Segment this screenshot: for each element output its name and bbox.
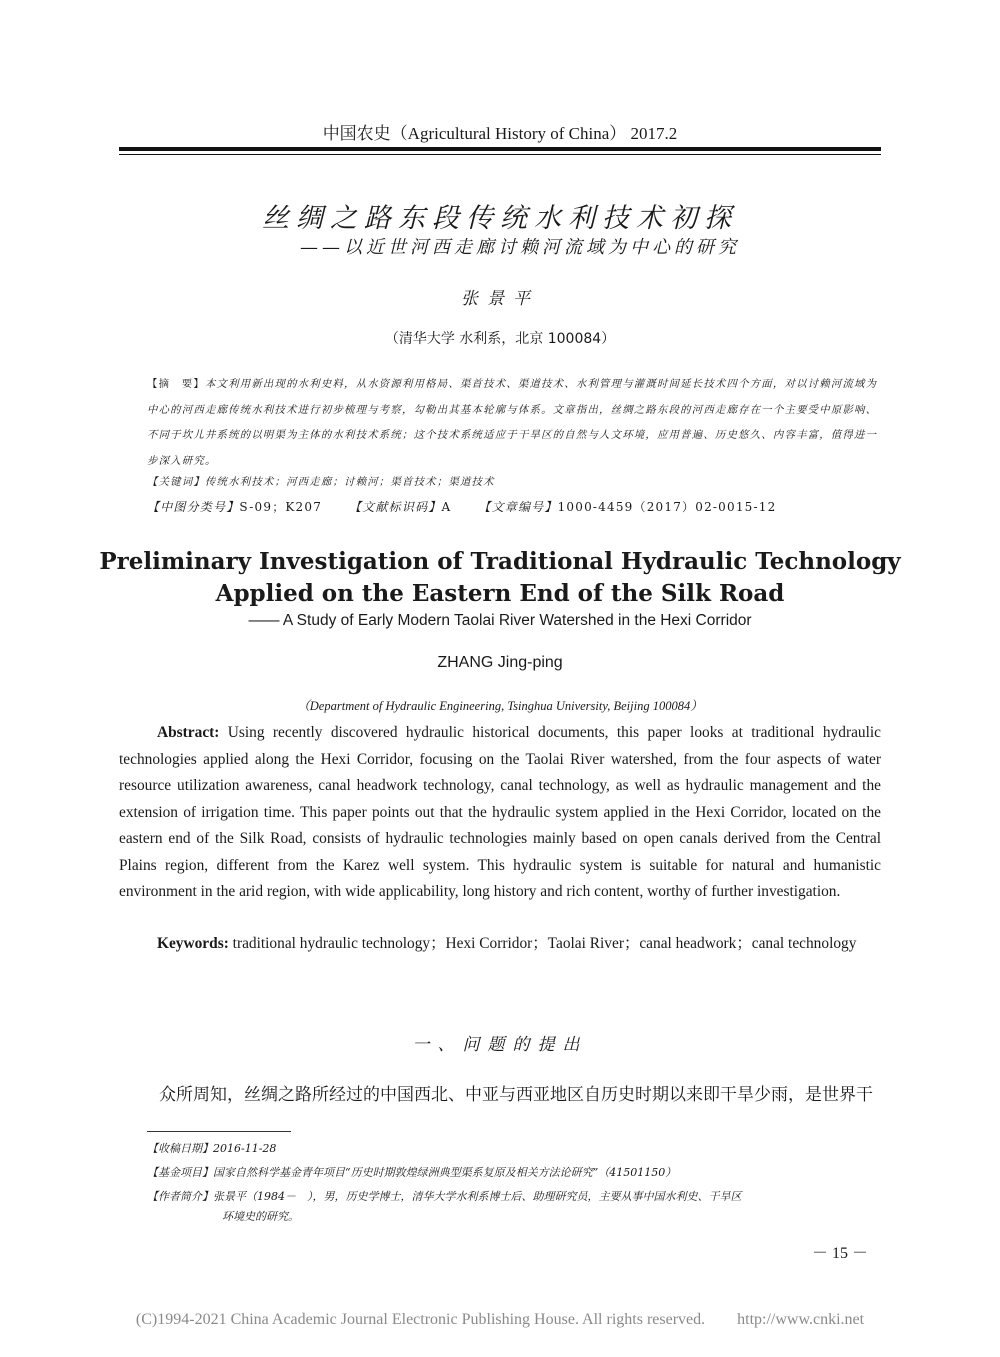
english-keywords-label: Keywords:	[157, 935, 229, 952]
footnote-author-bio	[147, 1187, 887, 1227]
chinese-abstract-label: 【摘 要】	[147, 378, 205, 390]
english-abstract-text: Using recently discovered hydraulic historical documents, this paper looks at traditional hydraulic technologies applied along the Hexi Corridor, focusing on the Taolai River watershed, from the four aspects of water resource utilization awareness, canal headwork technology, canal technology, as well as hydraulic management and the extension of irrigation time. This paper points out that the hydraulic system applied in the Hexi Corridor, located on the eastern end of the Silk Road, consists of hydraulic technologies mainly based on open canals derived from the Central Plains region, different from the Karez well system. This hydraulic system is suitable for natural and humanistic environment in the arid region, with wide applicability, long history and rich content, worthy of further investigation.	[119, 724, 881, 900]
chinese-abstract-text: 本文利用新出现的水利史料，从水资源利用格局、渠首技术、渠道技术、水利管理与灌溉时间延长技术四个方面，对以讨赖河流域为中心的河西走廊传统水利技术进行初步梳理与考察，勾勒出其基本轮廓与体系。文章指出，丝绸之路东段的河西走廊存在一个主要受中原影响、不同于坎儿井系统的以明渠为主体的水利技术系统；这个技术系统适应于干旱区的自然与人文环境，应用普遍、历史悠久、内容丰富，值得进一步深入研究。	[147, 378, 878, 467]
classification-number: 【中图分类号】S-09；K207	[147, 500, 323, 514]
page-number: － 15 －	[812, 1245, 869, 1262]
english-keywords	[119, 931, 881, 958]
chinese-affiliation: （清华大学 水利系，北京 100084）	[384, 331, 616, 347]
journal-header: 中国农史（Agricultural History of China） 2017.2	[322, 124, 678, 143]
footnote-rule	[147, 1131, 291, 1132]
header-rule-thick	[119, 147, 881, 151]
body-first-line: 众所周知，丝绸之路所经过的中国西北、中亚与西亚地区自历史时期以来即干旱少雨，是世界干	[159, 1085, 873, 1105]
english-title-line-2: Applied on the Eastern End of the Silk Road	[215, 580, 785, 607]
footnote-author-bio-line-2: 环境史的研究。	[222, 1210, 299, 1223]
chinese-keywords	[147, 470, 885, 496]
chinese-title: 丝绸之路东段传统水利技术初探	[262, 203, 738, 234]
english-keywords-text: traditional hydraulic technology；Hexi Corridor；Taolai River；canal headwork；canal technology	[228, 935, 857, 952]
section-heading: 一、问题的提出	[412, 1035, 588, 1055]
chinese-keywords-text: 传统水利技术；河西走廊；讨赖河；渠首技术；渠道技术	[204, 476, 495, 488]
classification-line	[147, 495, 885, 521]
english-title-line-1: Preliminary Investigation of Traditional Hydraulic Technology	[99, 548, 901, 575]
document-code: 【文献标识码】A	[349, 500, 452, 514]
footnote-received: 【收稿日期】2016-11-28	[147, 1142, 277, 1155]
english-subtitle: —— A Study of Early Modern Taolai River Watershed in the Hexi Corridor	[248, 612, 752, 629]
chinese-subtitle: ——以近世河西走廊讨赖河流域为中心的研究	[300, 237, 740, 258]
chinese-author: 张景平	[461, 289, 539, 309]
english-affiliation: （Department of Hydraulic Engineering, Tsinghua University, Beijing 100084）	[297, 699, 703, 713]
copyright-notice: (C)1994-2021 China Academic Journal Electronic Publishing House. All rights reserved. http://www.cnki.net	[135, 1311, 865, 1328]
article-number: 【文章编号】1000-4459（2017）02-0015-12	[478, 500, 777, 514]
footnote-author-bio-line-1: 【作者简介】张景平（1984－ ），男，历史学博士，清华大学水利系博士后、助理研究员，主要从事中国水利史、干旱区	[147, 1190, 742, 1203]
chinese-keywords-label: 【关键词】	[147, 476, 205, 488]
english-title	[0, 546, 1000, 610]
english-abstract	[119, 720, 881, 906]
chinese-abstract	[147, 372, 885, 474]
english-author: ZHANG Jing-ping	[437, 654, 563, 671]
english-abstract-label: Abstract:	[157, 724, 220, 741]
header-rule-thin	[119, 154, 881, 155]
footnote-fund: 【基金项目】国家自然科学基金青年项目“历史时期敦煌绿洲典型渠系复原及相关方法论研究”（41501150）	[147, 1166, 677, 1179]
